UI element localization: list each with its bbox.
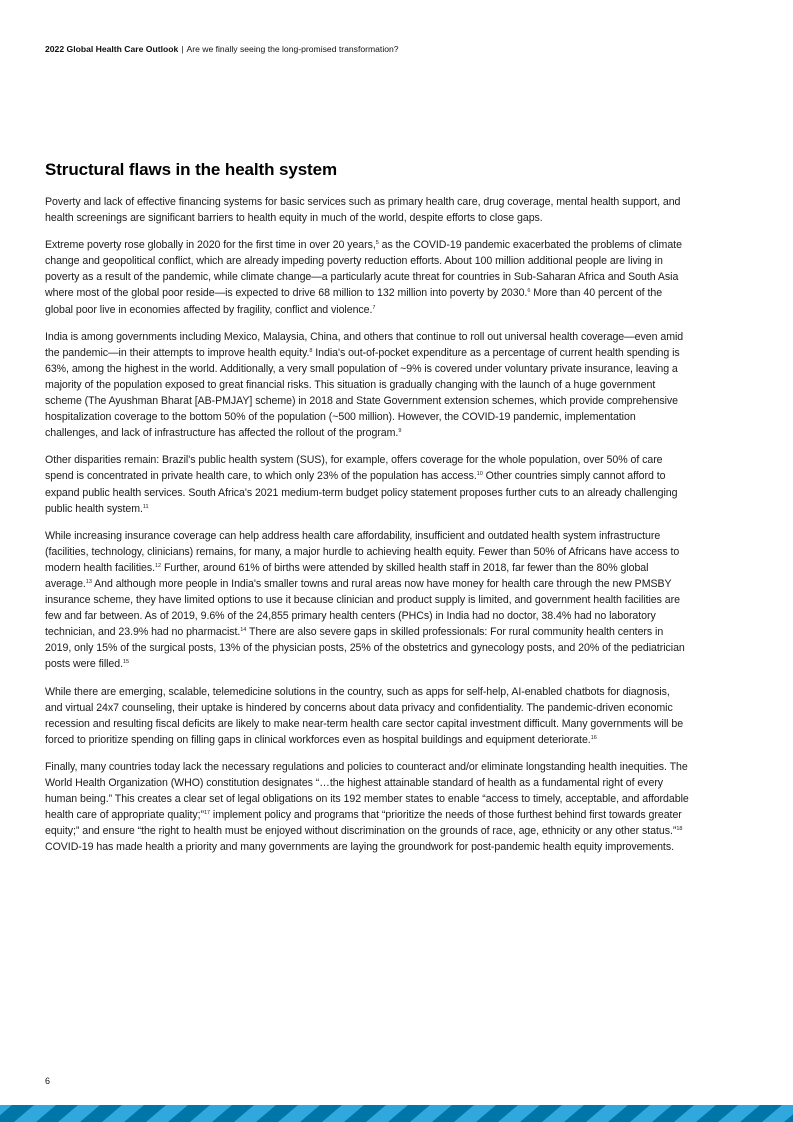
footnote-reference: 5 [375, 240, 379, 247]
paragraph-text: as the COVID-19 pandemic exacerbated the problems of climate change and geopolitical conflict, which are already impeding poverty reduction efforts. About 100 million additional people are living in poverty as a result of the pandemic, while climate change—a particularly acute threat for countries in Sub-Saharan Africa and South Asia where most of the global poor reside—is expected to drive 68 million to 132 million into poverty by 2030. [45, 239, 682, 300]
paragraph-text: Finally, many countries today lack the necessary regulations and policies to counteract and/or eliminate longstanding health inequities. The World Health Organization (WHO) constitution designates “…the highest attainable standard of health as a fundamental right of every human being.” This creates a clear set of legal obligations on its 192 member states to enable “access to timely, acceptable, and affordable health care of appropriate quality;” [45, 760, 689, 822]
body-paragraph [45, 759, 689, 856]
footnote-reference: 6 [527, 288, 531, 295]
running-header [45, 44, 399, 54]
paragraph-text: COVID-19 has made health a priority and many governments are laying the groundwork for post-pandemic health equity improvements. [45, 841, 674, 854]
footnote-reference: 15 [123, 659, 130, 666]
footnote-reference: 10 [476, 471, 483, 478]
paragraph-text: And although more people in India's smaller towns and rural areas now have money for health care through the new PMSBY insurance scheme, they have limited options to use it because clinician and product supply is limited, and government health facilities are few and far between. As of 2019, 9.6% of the 24,855 primary health centers (PHCs) in India had no doctor, 38.4% had no laboratory technician, and 23.9% had no pharmacist. [45, 577, 680, 639]
body-paragraphs [45, 194, 689, 855]
footnote-reference: 17 [203, 810, 211, 817]
section-title: Structural flaws in the health system [45, 160, 337, 179]
body-paragraph [45, 528, 689, 673]
body-paragraph [45, 684, 689, 748]
footnote-reference: 16 [590, 734, 597, 741]
footnote-reference: 9 [398, 428, 402, 435]
header-separator: | [181, 44, 184, 54]
paragraph-text: Poverty and lack of effective financing systems for basic services such as primary health care, drug coverage, mental health support, and health screenings are significant barriers to health equity in much of the world, despite efforts to close gaps. [45, 196, 681, 225]
footnote-reference: 12 [155, 562, 162, 569]
footnote-reference: 13 [85, 578, 92, 585]
decorative-stripe-band [0, 1105, 793, 1122]
paragraph-text: While increasing insurance coverage can help address health care affordability, insufficient and outdated health system infrastructure (facilities, technology, clinicians) remains, for many, a major hurdle to achieving health equity. Fewer than 50% of Africans have access to modern health facilities. [45, 529, 680, 574]
paragraph-text: Other countries simply cannot afford to expand public health services. South Africa's 2021 medium-term budget policy statement proposes further cuts to an already challenging public health system. [45, 470, 678, 515]
footnote-reference: 11 [142, 503, 149, 510]
paragraph-text: More than 40 percent of the global poor live in economies affected by fragility, conflict and violence. [45, 287, 663, 316]
paragraph-text: While there are emerging, scalable, telemedicine solutions in the country, such as apps for self-help, AI-enabled chatbots for diagnosis, and virtual 24x7 counseling, their uptake is hindered by concerns about data privacy and confidentiality. The pandemic-driven economic recession and resulting fiscal deficits are likely to make near-term health care sector capital investment difficult. Many governments will be forced to prioritize spending on filling gaps in clinical workforces even as hospital buildings and equipment deteriorate. [45, 685, 684, 746]
body-paragraph [45, 194, 689, 226]
body-paragraph [45, 452, 689, 516]
footnote-reference: 18 [676, 826, 683, 833]
paragraph-text: Extreme poverty rose globally in 2020 for the first time in over 20 years, [45, 239, 376, 252]
header-report-title: 2022 Global Health Care Outlook [45, 44, 179, 54]
footnote-reference: 7 [372, 304, 376, 311]
main-content [45, 160, 689, 866]
paragraph-text: India is among governments including Mexico, Malaysia, China, and others that continue to roll out universal health coverage—even amid the pandemic—in their attempts to improve health equity. [45, 330, 684, 359]
footnote-reference: 8 [309, 347, 313, 354]
paragraph-text: Further, around 61% of births were attended by skilled health staff in 2018, far fewer than the 80% global average. [45, 561, 649, 590]
paragraph-text: Other disparities remain: Brazil's public health system (SUS), for example, offers coverage for the whole population, over 50% of care spend is concentrated in private health care, to which only 23% of the population has access. [45, 454, 663, 483]
header-subtitle: Are we finally seeing the long-promised transformation? [186, 44, 399, 54]
page-number: 6 [45, 1076, 51, 1086]
footnote-reference: 14 [240, 627, 247, 634]
paragraph-text: India's out-of-pocket expenditure as a percentage of current health spending is 63%, among the highest in the world. Additionally, a very small population of ~9% is covered under voluntary private insurance, leaving a majority of the population exposed to great financial risks. This situation is gradually changing with the launch of a huge government scheme (The Ayushman Bharat [AB-PMJAY] scheme) in 2018 and State Government extension schemes, which provide comprehensive hospitalization coverage to the bottom 50% of the population (~500 million). However, the COVID-19 pandemic, implementation challenges, and lack of infrastructure has affected the rollout of the program. [45, 346, 680, 440]
paragraph-text: implement policy and programs that “prioritize the needs of those furthest behind first towards greater equity;” and ensure “the right to health must be enjoyed without discrimination on the grounds of race, age, ethnicity or any other status.” [45, 809, 682, 838]
paragraph-text: There are also severe gaps in skilled professionals: For rural community health centers in 2019, only 15% of the surgical posts, 13% of the physician posts, 25% of the obstetrics and gynecology posts, and 20% of the pediatrician posts were filled. [45, 626, 685, 671]
body-paragraph [45, 329, 689, 442]
body-paragraph [45, 237, 689, 317]
